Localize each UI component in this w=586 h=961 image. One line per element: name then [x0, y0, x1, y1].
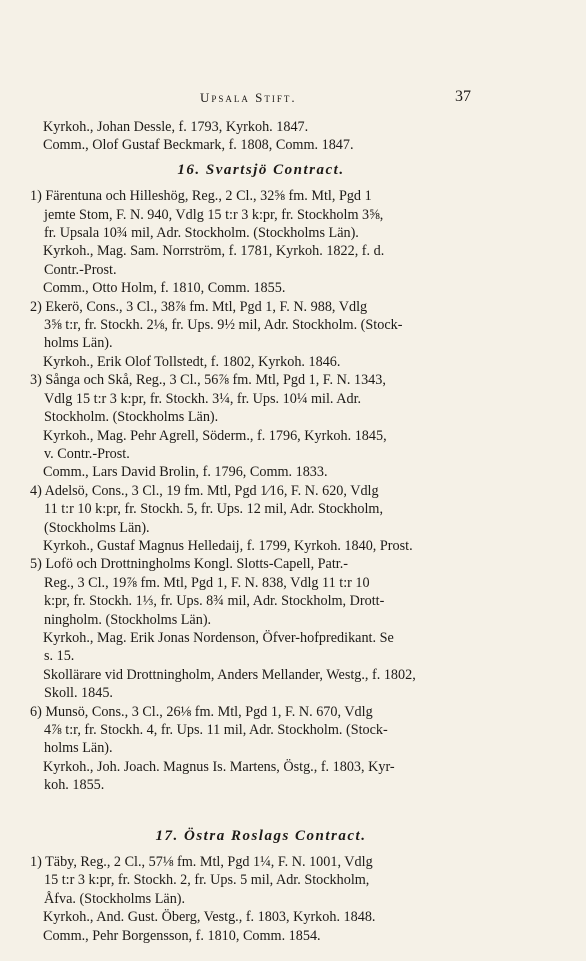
text-line: Skoll. 1845.: [44, 685, 113, 702]
text-line: jemte Stom, F. N. 940, Vdlg 15 t:r 3 k:pr, fr. Stockholm 3⅝,: [44, 206, 384, 223]
text-line: Comm., Lars David Brolin, f. 1796, Comm. 1833.: [43, 464, 328, 481]
text-line: fr. Upsala 10¾ mil, Adr. Stockholm. (Stockholms Län).: [44, 225, 359, 242]
text-line: Contr.-Prost.: [44, 261, 117, 278]
text-line: 4) Adelsö, Cons., 3 Cl., 19 fm. Mtl, Pgd 1⁄16, F. N. 620, Vdlg: [30, 482, 379, 499]
text-line: Åfva. (Stockholms Län).: [44, 890, 186, 907]
text-line: koh. 1855.: [44, 777, 105, 794]
text-line: Kyrkoh., Mag. Erik Jonas Nordenson, Öfver-hofpredikant. Se: [43, 629, 394, 646]
text-line: ningholm. (Stockholms Län).: [44, 611, 212, 628]
text-line: 15 t:r 3 k:pr, fr. Stockh. 2, fr. Ups. 5 mil, Adr. Stockholm,: [44, 872, 370, 889]
text-line: 1) Täby, Reg., 2 Cl., 57⅛ fm. Mtl, Pgd 1¼, F. N. 1001, Vdlg: [30, 854, 373, 871]
text-line: Comm., Pehr Borgensson, f. 1810, Comm. 1854.: [43, 927, 321, 944]
text-line: Kyrkoh., Erik Olof Tollstedt, f. 1802, Kyrkoh. 1846.: [43, 353, 341, 370]
text-line: Kyrkoh., Joh. Joach. Magnus Is. Martens, Östg., f. 1803, Kyr-: [43, 758, 395, 775]
text-line: Kyrkoh., Mag. Sam. Norrström, f. 1781, Kyrkoh. 1822, f. d.: [43, 243, 385, 260]
text-line: 6) Munsö, Cons., 3 Cl., 26⅛ fm. Mtl, Pgd 1, F. N. 670, Vdlg: [30, 703, 373, 720]
text-line: 2) Ekerö, Cons., 3 Cl., 38⅞ fm. Mtl, Pgd 1, F. N. 988, Vdlg: [30, 298, 368, 315]
text-line: holms Län).: [44, 335, 113, 352]
text-line: holms Län).: [44, 740, 113, 757]
text-line: Reg., 3 Cl., 19⅞ fm. Mtl, Pgd 1, F. N. 838, Vdlg 11 t:r 10: [44, 574, 370, 591]
text-line: (Stockholms Län).: [44, 519, 150, 536]
text-line: Comm., Olof Gustaf Beckmark, f. 1808, Comm. 1847.: [43, 137, 354, 154]
text-line: Vdlg 15 t:r 3 k:pr, fr. Stockh. 3¼, fr. Ups. 10¼ mil. Adr.: [44, 390, 362, 407]
text-line: 1) Färentuna och Hilleshög, Reg., 2 Cl., 32⅝ fm. Mtl, Pgd 1: [30, 188, 372, 205]
text-line: v. Contr.-Prost.: [44, 445, 130, 462]
page-number: 37: [455, 88, 471, 105]
text-line: Kyrkoh., Gustaf Magnus Helledaij, f. 1799, Kyrkoh. 1840, Prost.: [43, 537, 413, 554]
text-line: Comm., Otto Holm, f. 1810, Comm. 1855.: [43, 280, 286, 297]
text-line: k:pr, fr. Stockh. 1⅓, fr. Ups. 8¾ mil, Adr. Stockholm, Drott-: [44, 593, 385, 610]
text-line: 5) Lofö och Drottningholms Kongl. Slotts-Capell, Patr.-: [30, 556, 349, 573]
running-title: Upsala Stift.: [200, 90, 297, 105]
text-line: Kyrkoh., Johan Dessle, f. 1793, Kyrkoh. 1847.: [43, 119, 309, 135]
running-head: [0, 90, 586, 112]
text-line: Skollärare vid Drottningholm, Anders Mellander, Westg., f. 1802,: [43, 666, 416, 683]
text-line: Kyrkoh., And. Gust. Öberg, Vestg., f. 1803, Kyrkoh. 1848.: [43, 909, 376, 926]
section-heading: 17. Östra Roslags Contract.: [155, 827, 367, 844]
text-line: 3) Sånga och Skå, Reg., 3 Cl., 56⅞ fm. Mtl, Pgd 1, F. N. 1343,: [30, 372, 386, 389]
page-body: [30, 118, 492, 945]
section-heading: 16. Svartsjö Contract.: [177, 161, 345, 178]
section-gap: [30, 795, 492, 821]
text-line: 11 t:r 10 k:pr, fr. Stockh. 5, fr. Ups. 12 mil, Adr. Stockholm,: [44, 501, 384, 518]
text-line: Stockholm. (Stockholms Län).: [44, 409, 219, 426]
text-line: s. 15.: [44, 648, 75, 665]
text-line: 3⅝ t:r, fr. Stockh. 2⅛, fr. Ups. 9½ mil, Adr. Stockholm. (Stock-: [44, 317, 403, 334]
text-line: 4⅞ t:r, fr. Stockh. 4, fr. Ups. 11 mil, Adr. Stockholm. (Stock-: [44, 722, 388, 738]
text-line: Kyrkoh., Mag. Pehr Agrell, Söderm., f. 1796, Kyrkoh. 1845,: [43, 427, 387, 444]
